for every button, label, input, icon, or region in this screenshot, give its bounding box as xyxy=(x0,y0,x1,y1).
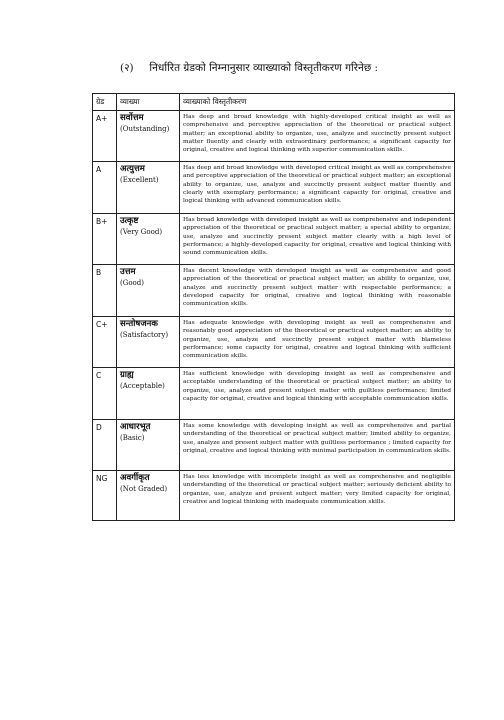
table-row xyxy=(93,214,455,265)
grade-cell: C xyxy=(93,368,117,420)
interpretation-english: (Good) xyxy=(120,279,144,287)
grade-description-table xyxy=(92,93,455,521)
description-cell: Has less knowledge with incomplete insight as well as comprehensive and negligible understanding of the theoretical or practical subject matter; seriously deficient ability to organize, use, analyze and present subject matter; very limited capacity for original, creative and logical thinking with inadequate communication skills. xyxy=(180,471,455,521)
grade-cell: B xyxy=(93,265,117,317)
interpretation-english: (Very Good) xyxy=(120,228,163,236)
interpretation-cell xyxy=(117,420,180,471)
header-elaboration: व्याख्याको विस्तृतीकरण xyxy=(180,94,455,111)
description-cell: Has broad knowledge with developed insight as well as comprehensive and independent appreciation of the theoretical or practical subject matter; a special ability to organize, use, analyze and succinctly present subject matter clearly with a high level of performance; a highly-developed capacity for original, creative and logical thinking with sound communication skills. xyxy=(180,214,455,265)
interpretation-nepali: उत्कृष्ट xyxy=(120,216,139,226)
table-header-row xyxy=(93,94,455,111)
grade-cell: NG xyxy=(93,471,117,521)
table-row xyxy=(93,420,455,471)
interpretation-nepali: सर्वोत्तम xyxy=(120,113,144,123)
section-heading-text: निर्धारित ग्रेडको निम्नानुसार व्याख्याको विस्तृतीकरण गरिनेछ : xyxy=(149,62,379,74)
interpretation-nepali: अत्युत्तम xyxy=(120,164,145,174)
description-cell: Has adequate knowledge with developing insight as well as comprehensive and reasonably good appreciation of the theoretical or practical subject matter; an ability to organize, use, analyze and succinctly present subject matter with blameless performance; some capacity for original, creative and logical thinking with sufficient communication skills. xyxy=(180,317,455,368)
grade-cell: B+ xyxy=(93,214,117,265)
table-row xyxy=(93,471,455,521)
interpretation-english: (Excellent) xyxy=(120,176,159,184)
interpretation-cell xyxy=(117,317,180,368)
interpretation-nepali: उत्तम xyxy=(120,267,136,277)
header-grade: ग्रेड xyxy=(93,94,117,111)
interpretation-english: (Outstanding) xyxy=(120,125,170,133)
interpretation-nepali: सन्तोषजनक xyxy=(120,319,158,329)
section-heading xyxy=(120,61,460,75)
interpretation-cell xyxy=(117,162,180,214)
interpretation-nepali: ग्राह्य xyxy=(120,370,134,380)
grade-cell: A xyxy=(93,162,117,214)
description-cell: Has sufficient knowledge with developing insight as well as comprehensive and acceptable understanding of the theoretical or practical subject matter; an ability to organize, use, analyze and present subject matter with guiltless performance; limited capacity for original, creative and logical thinking with acceptable communication skills. xyxy=(180,368,455,420)
table-row xyxy=(93,368,455,420)
table-row xyxy=(93,162,455,214)
interpretation-english: (Basic) xyxy=(120,434,145,442)
description-cell: Has decent knowledge with developed insight as well as comprehensive and good appreciation of the theoretical or practical subject matter; an ability to organize, use, analyze and succinctly present subject matter with respectable performance; a developed capacity for original, creative and logical thinking with reasonable communication skills. xyxy=(180,265,455,317)
interpretation-cell xyxy=(117,368,180,420)
interpretation-cell xyxy=(117,214,180,265)
interpretation-nepali: अवर्गीकृत xyxy=(120,473,150,483)
interpretation-cell xyxy=(117,111,180,162)
table-row xyxy=(93,317,455,368)
description-cell: Has some knowledge with developing insight as well as comprehensive and partial understanding of the theoretical or practical subject matter; limited ability to organize, use, analyze and present subject matter with guiltless performance ; limited capacity for original, creative and logical thinking with minimal participation in communication skills. xyxy=(180,420,455,471)
description-cell: Has deep and broad knowledge with highly-developed critical insight as well as comprehensive and perceptive appreciation of the theoretical or practical subject matter; an exceptional ability to organize, use, analyze and succinctly present subject matter fluently and clearly with extraordinary performance; a significant capacity for original, creative and logical thinking with superior communication skills. xyxy=(180,111,455,162)
interpretation-nepali: आधारभूत xyxy=(120,422,151,432)
grade-cell: D xyxy=(93,420,117,471)
description-cell: Has deep and broad knowledge with developed critical insight as well as comprehensive and perceptive appreciation of the theoretical or practical subject matter; an exceptional ability to organize, use, analyze and succinctly present subject matter fluently and clearly with exemplary performance; a significant capacity for original, creative and logical thinking with advanced communication skills. xyxy=(180,162,455,214)
interpretation-english: (Satisfactory) xyxy=(120,331,169,339)
interpretation-cell xyxy=(117,471,180,521)
interpretation-english: (Acceptable) xyxy=(120,382,165,390)
interpretation-english: (Not Graded) xyxy=(120,485,168,493)
interpretation-cell xyxy=(117,265,180,317)
header-interpretation: व्याख्या xyxy=(117,94,180,111)
table-row xyxy=(93,111,455,162)
grade-cell: A+ xyxy=(93,111,117,162)
table-row xyxy=(93,265,455,317)
section-number: (२) xyxy=(120,62,134,74)
grade-cell: C+ xyxy=(93,317,117,368)
